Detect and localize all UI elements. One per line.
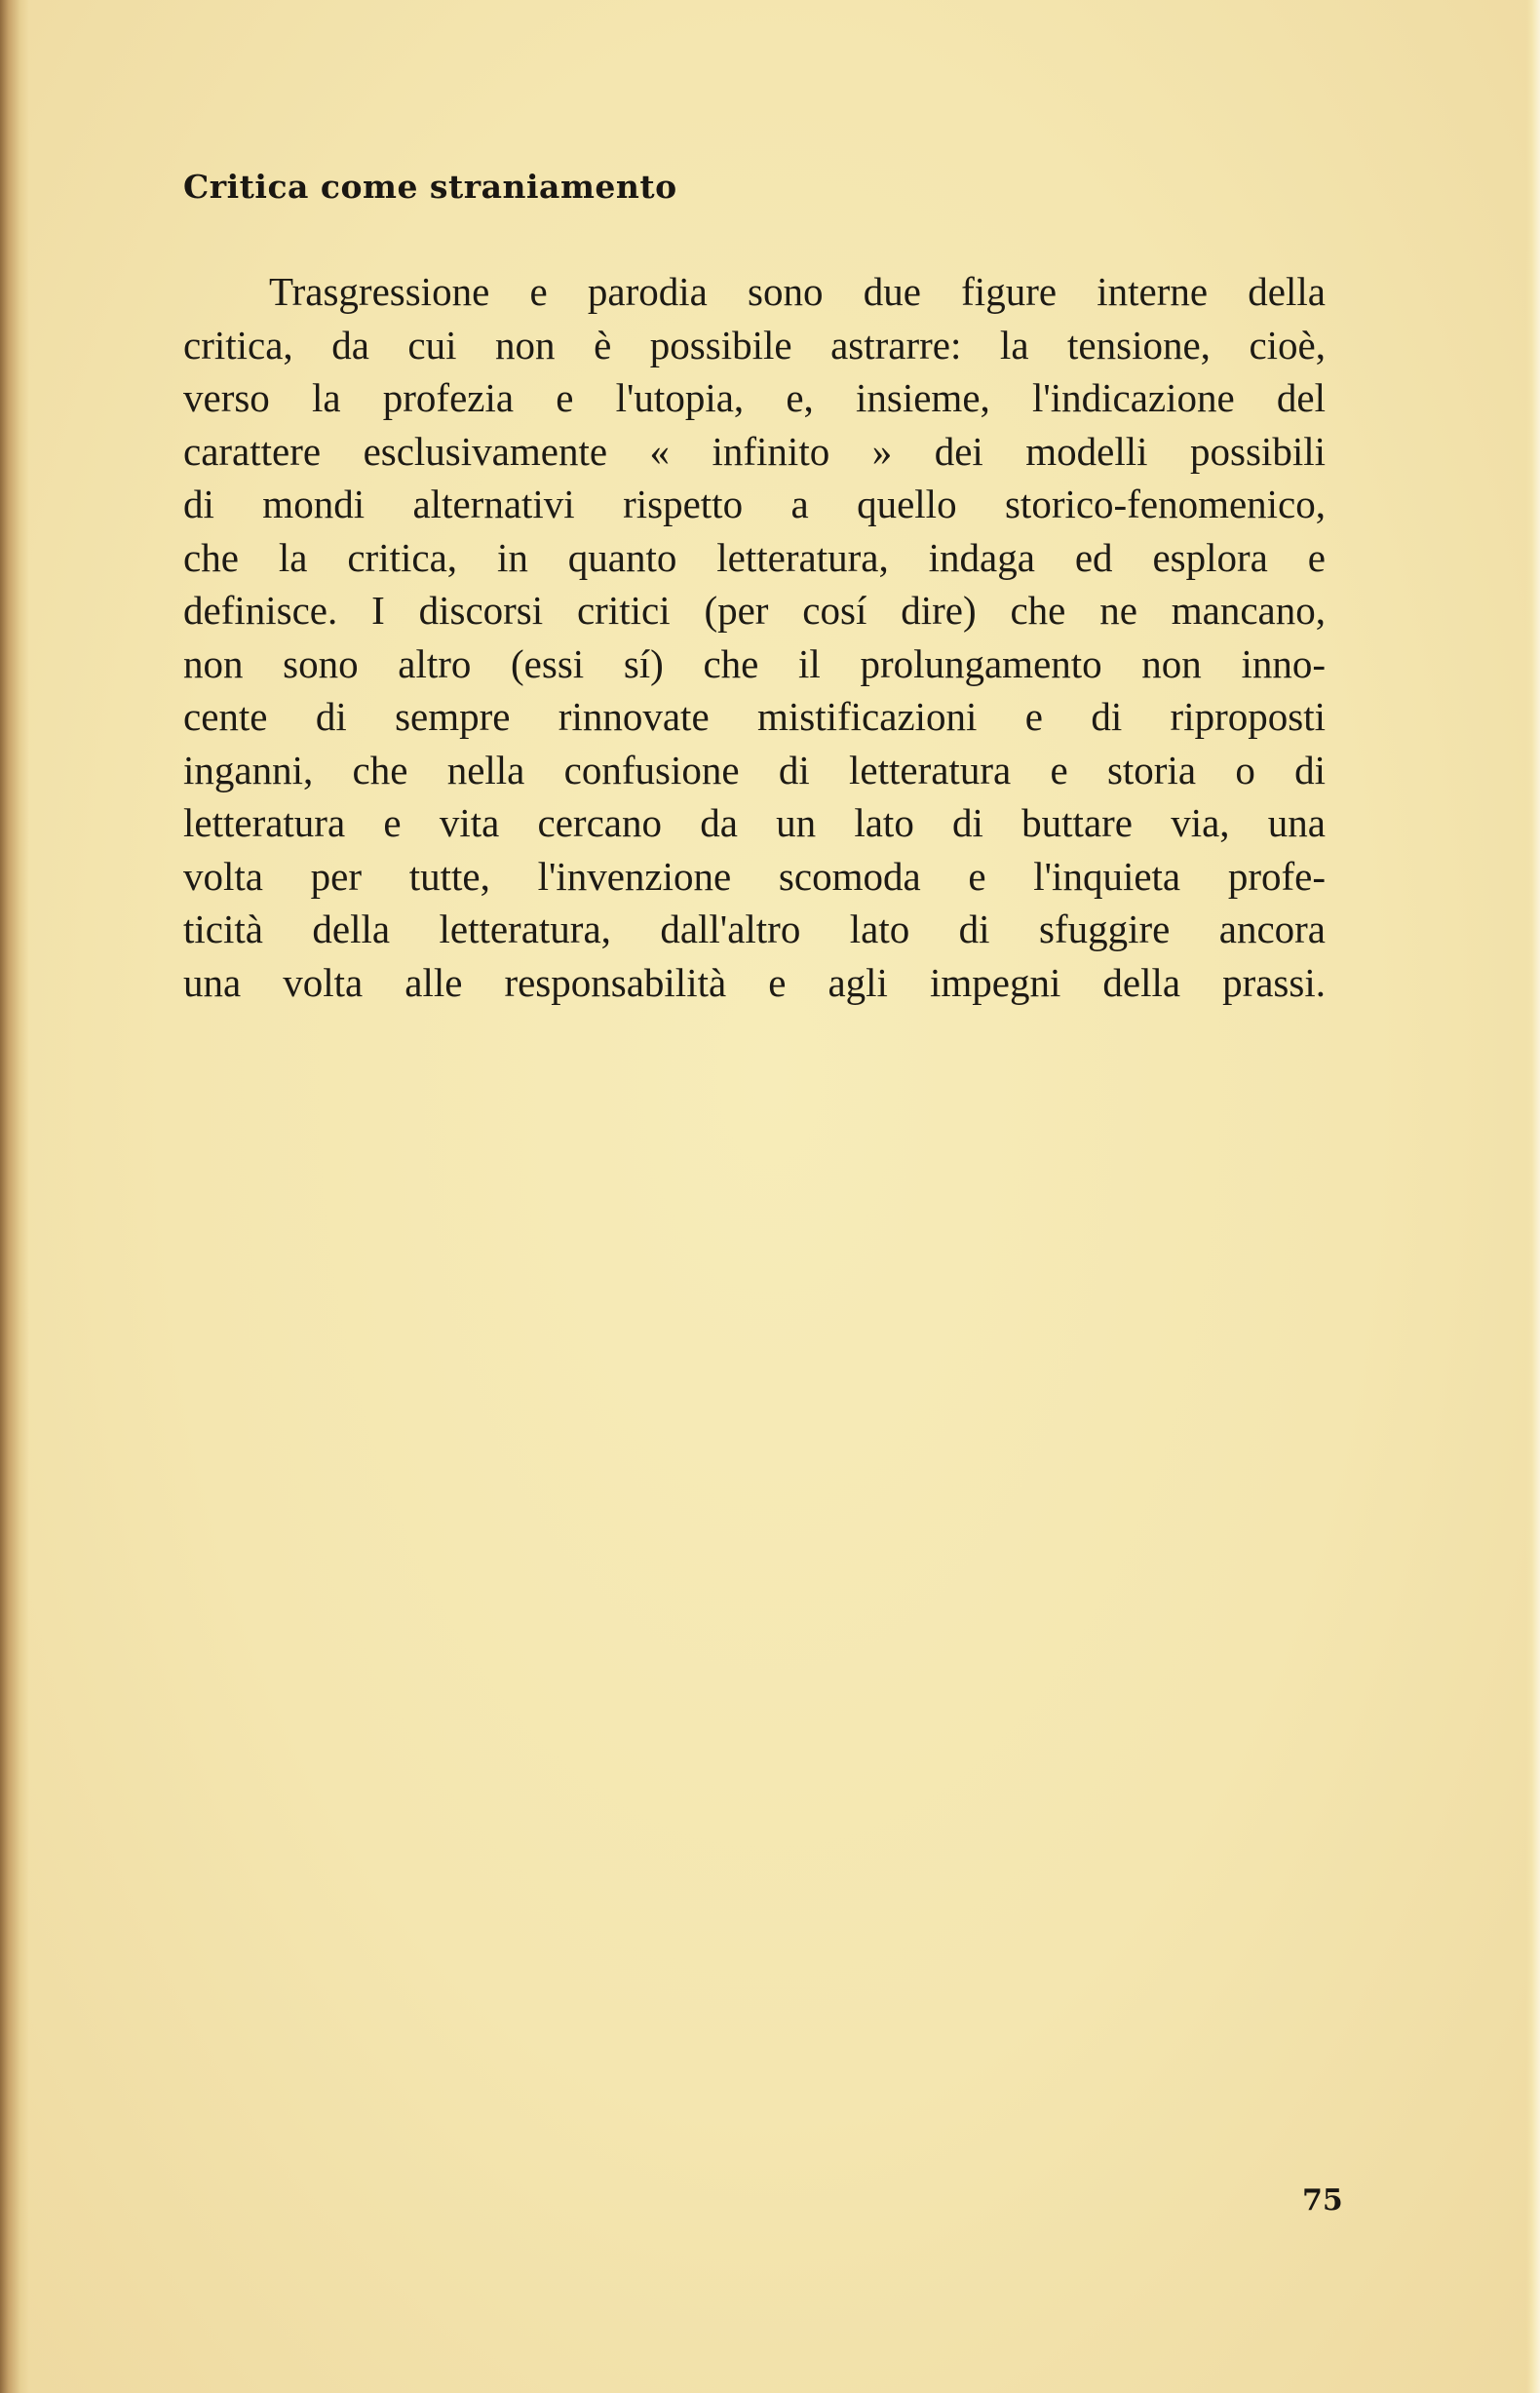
paragraph-line: ticità della letteratura, dall'altro lato di sfuggire ancora — [183, 907, 1326, 951]
running-head: Critica come straniamento — [183, 168, 677, 206]
body-paragraph — [183, 265, 1326, 1009]
paragraph-line: cente di sempre rinnovate mistificazioni e di riproposti — [183, 694, 1326, 739]
paragraph-line: critica, da cui non è possibile astrarre: la tensione, cioè, — [183, 322, 1326, 367]
paragraph-line: volta per tutte, l'invenzione scomoda e l'inquieta profe- — [183, 853, 1326, 899]
page-number: 75 — [1302, 2183, 1343, 2218]
paragraph-line: Trasgressione e parodia sono due figure interne della — [269, 269, 1326, 314]
paragraph-line: non sono altro (essi sí) che il prolungamento non inno- — [183, 640, 1326, 686]
paragraph-line: una volta alle responsabilità e agli impegni della prassi. — [183, 959, 1326, 1005]
paragraph-line: che la critica, in quanto letteratura, indaga ed esplora e — [183, 534, 1326, 580]
binding-shadow — [0, 0, 29, 2393]
paragraph-line: definisce. I discorsi critici (per cosí dire) che ne mancano, — [183, 588, 1326, 633]
page-edge — [1526, 0, 1540, 2393]
paragraph-line: di mondi alternativi rispetto a quello storico-fenomenico, — [183, 482, 1326, 526]
paragraph-line: inganni, che nella confusione di letteratura e storia o di — [183, 747, 1326, 792]
paragraph-line: letteratura e vita cercano da un lato di buttare via, una — [183, 800, 1326, 845]
paragraph-line: verso la profezia e l'utopia, e, insieme, l'indicazione del — [183, 375, 1326, 420]
paragraph-line: carattere esclusivamente « infinito » dei modelli possibili — [183, 428, 1326, 474]
